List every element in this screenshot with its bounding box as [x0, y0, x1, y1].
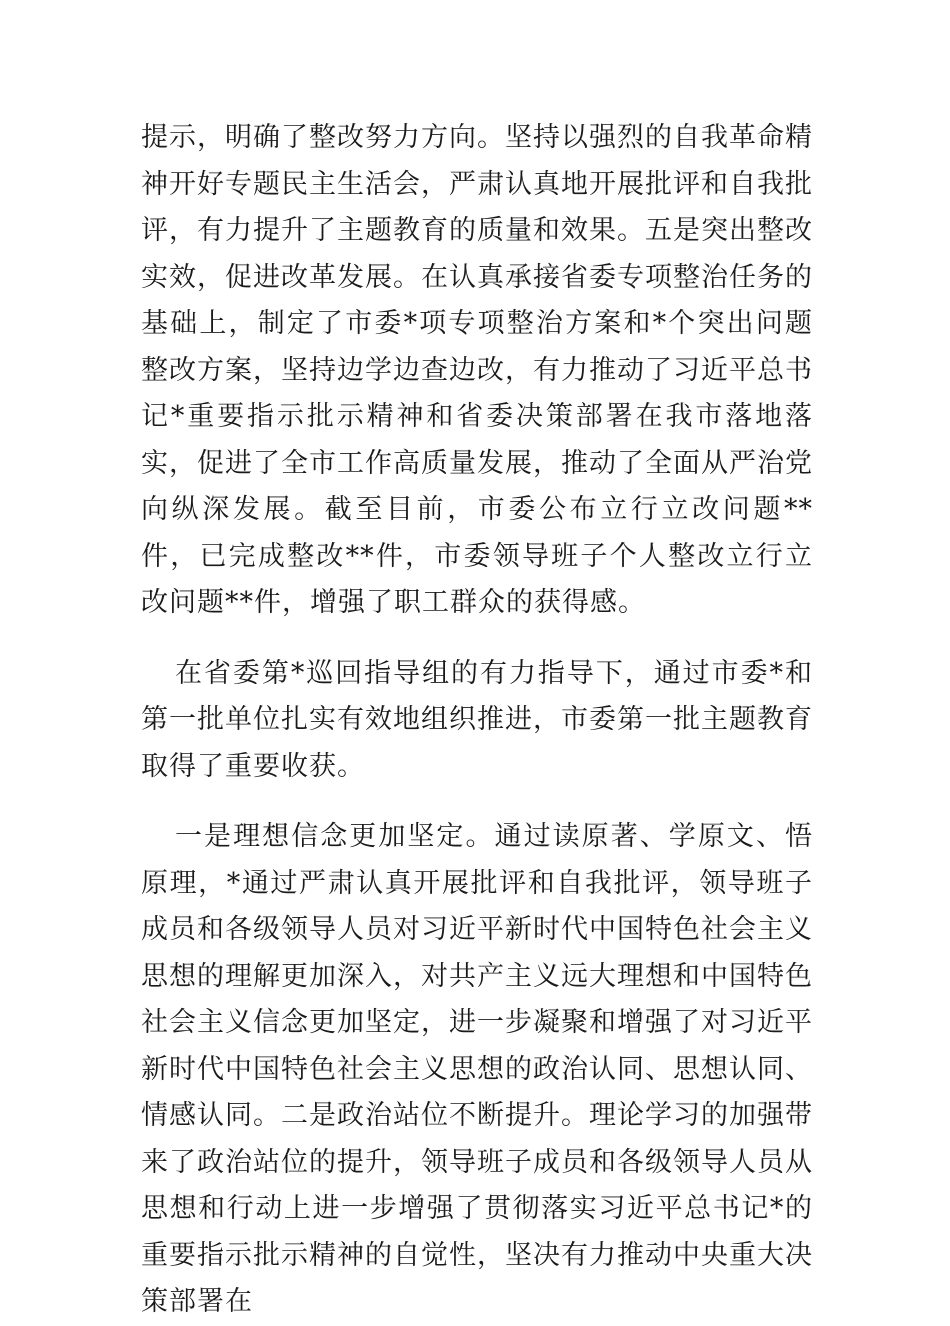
paragraph-continuation: 提示，明确了整改努力方向。坚持以强烈的自我革命精神开好专题民主生活会，严肃认真地开展批评和自我批评，有力提升了主题教育的质量和效果。五是突出整改实效，促进改革发展。在认真承接省委专项整治任务的基础上，制定了市委*项专项整治方案和*个突出问题整改方案，坚持边学边查边改，有力推动了习近平总书记*重要指示批示精神和省委决策部署在我市落地落实，促进了全市工作高质量发展，推动了全面从严治党向纵深发展。截至目前，市委公布立行立改问题**件，已完成整改**件，市委领导班子个人整改立行立改问题**件，增强了职工群众的获得感。 [141, 122, 813, 618]
paragraph-achievements: 一是理想信念更加坚定。通过读原著、学原文、悟原理，*通过严肃认真开展批评和自我批评，领导班子成员和各级领导人员对习近平新时代中国特色社会主义思想的理解更加深入，对共产主义远大理想和中国特色社会主义信念更加坚定，进一步凝聚和增强了对习近平新时代中国特色社会主义思想的政治认同、思想认同、情感认同。二是政治站位不断提升。理论学习的加强带来了政治站位的提升，领导班子成员和各级领导人员从思想和行动上进一步增强了贯彻落实习近平总书记*的重要指示批示精神的自觉性，坚决有力推动中央重大决策部署在 [141, 821, 813, 1317]
paragraph-summary: 在省委第*巡回指导组的有力指导下，通过市委*和第一批单位扎实有效地组织推进，市委第一批主题教育取得了重要收获。 [141, 657, 813, 782]
document-body [141, 115, 813, 1326]
